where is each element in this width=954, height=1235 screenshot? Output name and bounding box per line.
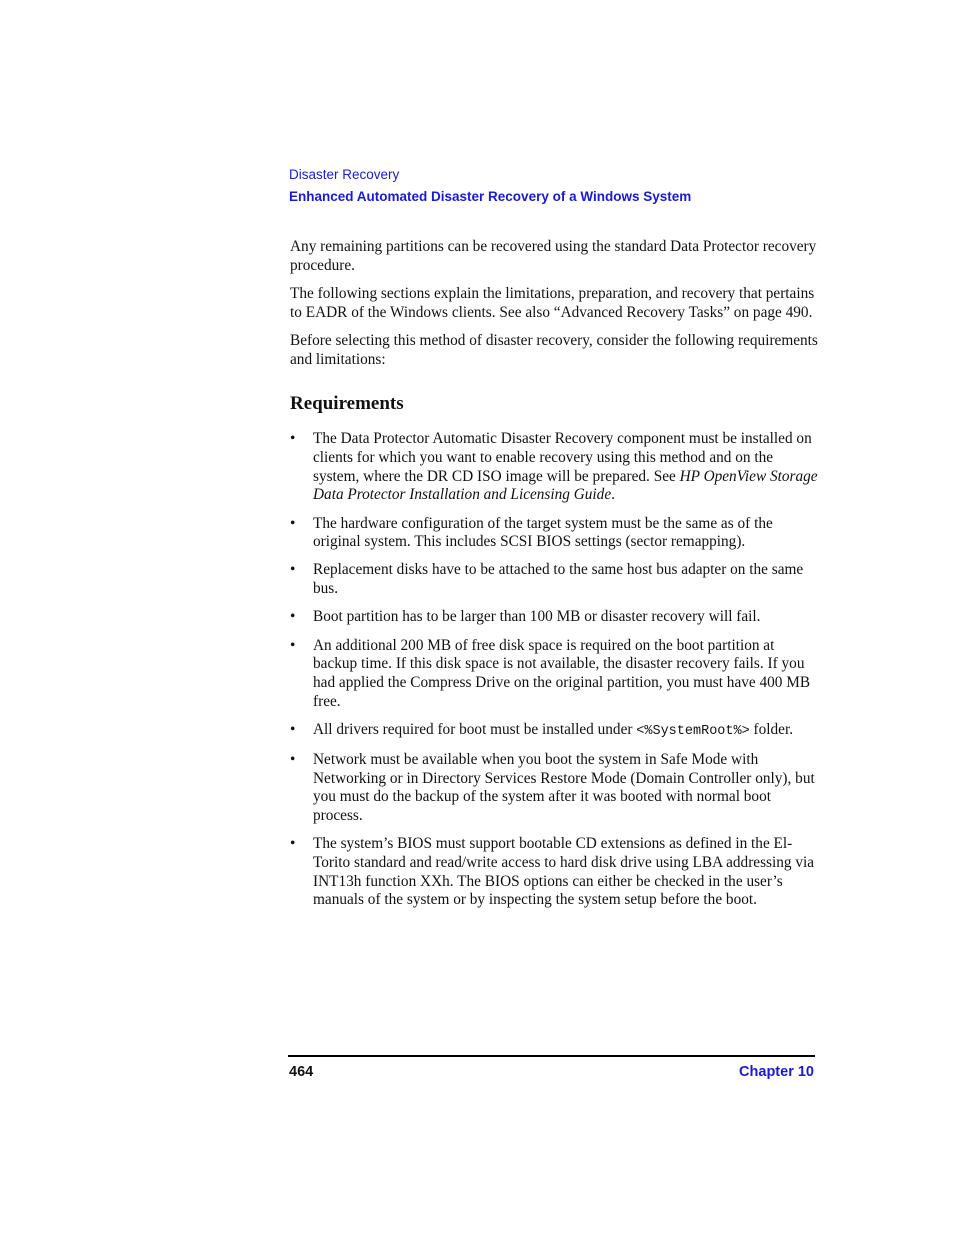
chapter-label: Chapter 10 bbox=[739, 1064, 814, 1080]
running-header bbox=[289, 166, 691, 206]
list-item bbox=[290, 430, 820, 505]
guide-title: HP OpenView Storage Data Protector Installation and Licensing Guide bbox=[313, 467, 818, 504]
header-subsection-title: Enhanced Automated Disaster Recovery of a Windows System bbox=[289, 189, 692, 204]
list-item bbox=[290, 835, 820, 910]
list-item bbox=[290, 515, 820, 552]
intro-paragraph: Before selecting this method of disaster recovery, consider the following requirements and limitations: bbox=[290, 331, 818, 368]
list-item-text: An additional 200 MB of free disk space is required on the boot partition at backup time. If this disk space is not available, the disaster recovery fails. If you had applied the Compress Drive on the original partition, you must have 400 MB free. bbox=[313, 636, 811, 710]
page-number: 464 bbox=[289, 1064, 314, 1080]
bullet-icon: • bbox=[290, 608, 296, 626]
list-item-text: Network must be available when you boot the system in Safe Mode with Networking or in Directory Services Restore Mode (Domain Controller only), but you must do the backup of the system after it was booted with normal boot process. bbox=[313, 751, 815, 825]
list-item-text: Replacement disks have to be attached to the same host bus adapter on the same bus. bbox=[313, 561, 804, 598]
list-item bbox=[290, 721, 820, 742]
bullet-icon: • bbox=[290, 636, 296, 654]
bullet-icon: • bbox=[290, 751, 296, 769]
intro-paragraph: Any remaining partitions can be recovered using the standard Data Protector recovery procedure. bbox=[290, 238, 817, 274]
bullet-icon: • bbox=[290, 835, 296, 853]
page-body bbox=[290, 238, 820, 920]
bullet-icon: • bbox=[290, 561, 296, 579]
list-item bbox=[290, 637, 820, 712]
requirements-heading: Requirements bbox=[290, 393, 404, 415]
list-item bbox=[290, 561, 820, 598]
list-item-text: The hardware configuration of the target system must be the same as of the original system. This includes SCSI BIOS settings (sector remapping). bbox=[313, 514, 773, 551]
list-item-text-end: . bbox=[611, 486, 615, 504]
bullet-icon: • bbox=[290, 514, 296, 532]
intro-paragraph: The following sections explain the limitations, preparation, and recovery that pertains to EADR of the Windows clients. See also “Advanced Recovery Tasks” on page 490. bbox=[290, 284, 815, 321]
list-item bbox=[290, 608, 820, 627]
list-item-text: All drivers required for boot must be installed under bbox=[313, 720, 637, 738]
list-item-text: The system’s BIOS must support bootable CD extensions as defined in the El-Torito standard and read/write access to hard disk drive using LBA addressing via INT13h function XXh. The BIOS options can either be checked in the user’s manuals of the system or by inspecting the system setup before the boot. bbox=[313, 835, 815, 909]
requirements-list bbox=[290, 430, 820, 910]
list-item-text: The Data Protector Automatic Disaster Recovery component must be installed on clients for which you want to enable recovery using this method and on the system, where the DR CD ISO image will be prepared. See bbox=[313, 430, 812, 485]
list-item-text: Boot partition has to be larger than 100 MB or disaster recovery will fail. bbox=[313, 608, 761, 626]
list-item bbox=[290, 751, 820, 826]
header-section-title: Disaster Recovery bbox=[289, 167, 400, 182]
footer-divider bbox=[288, 1055, 815, 1057]
system-root-code: <%SystemRoot%> bbox=[636, 723, 750, 739]
bullet-icon: • bbox=[290, 720, 296, 738]
list-item-text-end: folder. bbox=[749, 720, 794, 738]
bullet-icon: • bbox=[290, 430, 296, 448]
